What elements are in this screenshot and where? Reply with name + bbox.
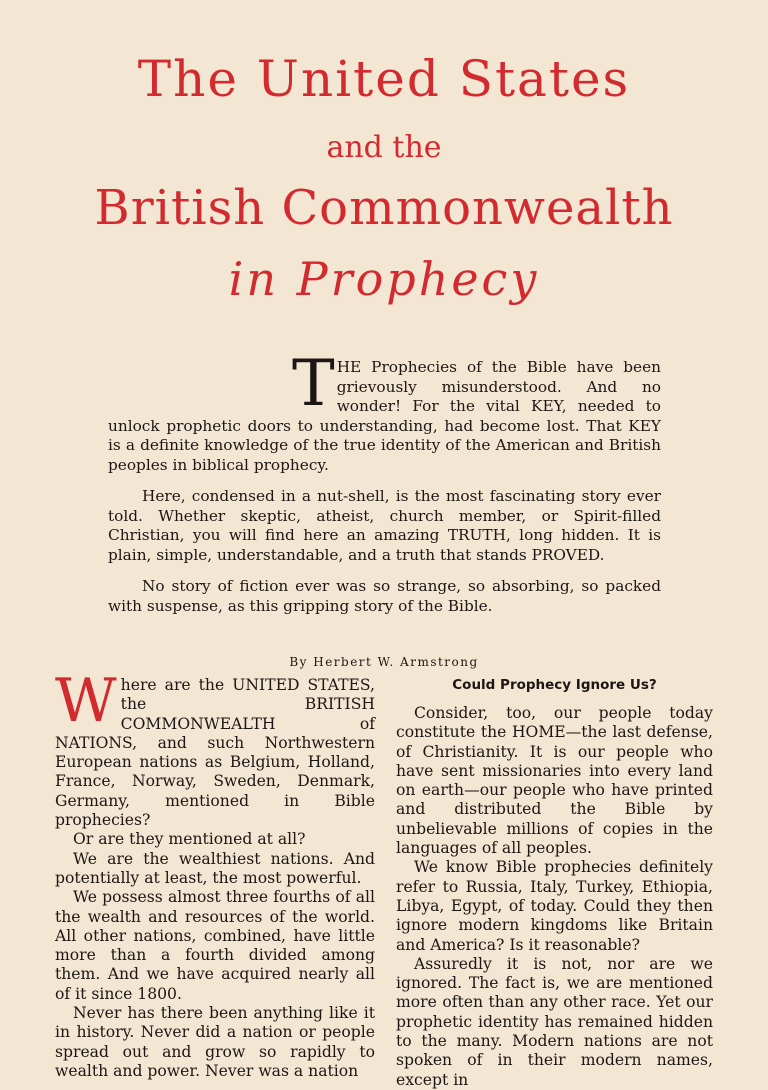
left-paragraph-3: We are the wealthiest nations. And potentially at least, the most powerful.: [55, 849, 375, 887]
right-column: [396, 676, 713, 1090]
right-paragraph-1: Consider, too, our people today constitute the HOME—the last defense, of Christianity. It is our people who have sent missionaries into every land on earth—our people who have printed and distributed the Bible by unbelievable millions of copies in the languages of all peoples.: [396, 704, 713, 858]
intro-paragraph-3: No story of fiction ever was so strange, so absorbing, so packed with suspense, as this gripping story of the Bible.: [108, 577, 661, 615]
left-column: [55, 666, 375, 1081]
intro-block: [108, 347, 661, 628]
left-paragraph-5: Never has there been anything like it in history. Never did a nation or people spread out and grow so rapidly to wealth and power. Never was a nation: [55, 1004, 375, 1080]
intro-drop-cap: T: [292, 347, 335, 421]
left-paragraph-1-text: here are the UNITED STATES, the BRITISH COMMONWEALTH of NATIONS, and such Northwestern European nations as Belgium, Holland, France, Norway, Sweden, Denmark, Germany, mentioned in Bible prophecies?: [55, 676, 375, 830]
intro-paragraph-2: Here, condensed in a nut-shell, is the most fascinating story ever told. Whether skeptic, atheist, church member, or Spirit-filled Christian, you will find here an amazing TRUTH, long hidden. It is plain, simple, understandable, and a truth that stands PROVED.: [108, 487, 661, 564]
section-subhead: Could Prophecy Ignore Us?: [452, 677, 657, 693]
author-byline: By Herbert W. Armstrong: [289, 655, 479, 669]
left-paragraph-2: Or are they mentioned at all?: [73, 830, 306, 849]
intro-paragraph-1: [108, 347, 661, 475]
left-drop-cap: W: [55, 666, 117, 736]
right-paragraph-2: We know Bible prophecies definitely refer to Russia, Italy, Turkey, Ethiopia, Libya, Egypt, of today. Could they then ignore modern kingdoms like Britain and America? Is it reasonable?: [396, 858, 713, 954]
right-paragraph-3: Assuredly it is not, nor are we ignored. The fact is, we are mentioned more often than any other race. Yet our prophetic identity has remained hidden to the many. Modern nations are not spoken of in their modern names, except in: [396, 954, 713, 1089]
title-line-2: and the: [326, 130, 442, 165]
title-line-1: The United States: [137, 50, 631, 108]
intro-paragraph-1-text: HE Prophecies of the Bible have been grievously misunderstood. And no wonder! For the vital KEY, needed to unlock prophetic doors to understanding, had become lost. That KEY is a definite knowledge of the true identity of the American and British peoples in biblical prophecy.: [108, 358, 661, 474]
left-paragraph-4: We possess almost three fourths of all the wealth and resources of the world. All other nations, combined, have little more than a fourth divided among them. And we have acquired nearly all of it since 1800.: [55, 888, 375, 1003]
title-line-3: British Commonwealth: [94, 180, 674, 236]
title-line-4: in Prophecy: [228, 252, 540, 306]
left-paragraph-1: [55, 666, 375, 830]
